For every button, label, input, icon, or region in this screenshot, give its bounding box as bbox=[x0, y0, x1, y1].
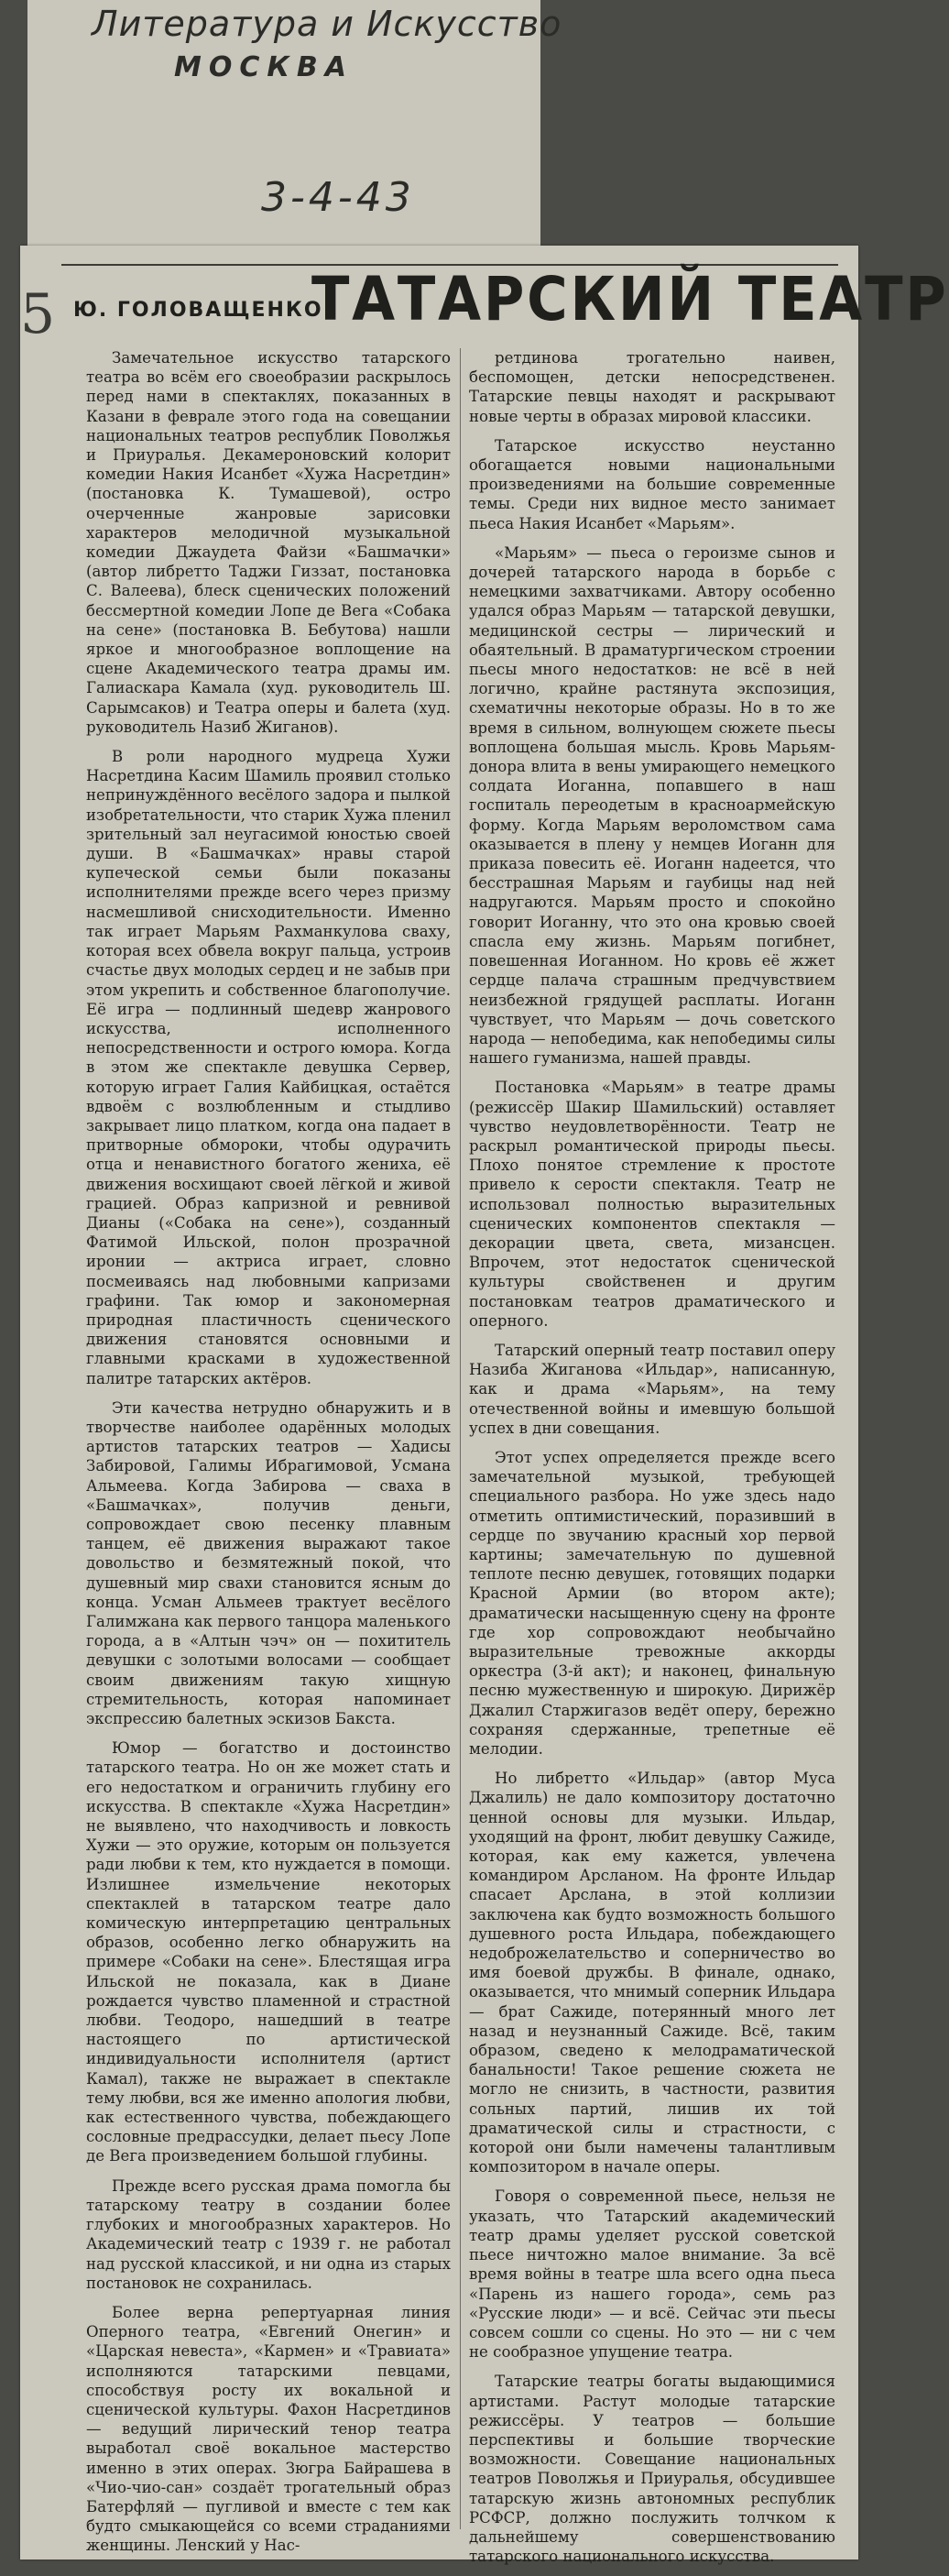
paragraph: Татарский оперный театр поставил оперу Назиба Жиганова «Ильдар», написанную, как и драма «Марьям», на тему отечественной войны и имевшую большой успех в дни совещания. bbox=[469, 1341, 835, 1437]
paragraph: ретдинова трогательно наивен, беспомощен, детски непосредственен. Татарские певцы находят и раскрывают новые черты в образах мировой классики. bbox=[469, 349, 835, 425]
article-headline: ТАТАРСКИЙ ТЕАТР bbox=[311, 264, 949, 334]
newspaper-masthead-area bbox=[27, 0, 562, 247]
newspaper-clipping bbox=[20, 246, 949, 2566]
paragraph: «Марьям» — пьеса о героизме сынов и дочерей татарского народа в борьбе с немецкими захватчиками. Автору особенно удался образ Марьям — татарской девушки, медицинской сестры — лирический и обаятельный. В драматургическом строении пьесы много недостатков: не всё в ней логично, крайне растянута экспозиция, схематичны некоторые образы. Но в то же время в сильном, волнующем сюжете пьесы воплощена большая мысль. Кровь Марьям-донора влита в вены умирающего немецкого солдата Иоганна, попавшего в наш госпиталь переодетым в красноармейскую форму. Когда Марьям вероломством сама оказывается в плену у немцев Иоганн для приказа повесить её. Иоганн надеется, что бесстрашная Марьям и гаубицы над ней надругаются. Марьям просто и спокойно говорит Иоганну, что это она кровью своей спасла ему жизнь. Марьям погибнет, повешенная Иоганном. Но кровь её жжет сердце палача страшным предчувствием неизбежной грядущей расплаты. Иоганн чувствует, что Марьям — дочь советского народа — непобедима, как непобедимы силы нашего гуманизма, нашей правды. bbox=[469, 543, 835, 1068]
masthead-city: МОСКВА bbox=[174, 51, 354, 83]
paragraph: Юмор — богатство и достоинство татарского театра. Но он же может стать и его недостатком и ограничить глубину его искусства. В спектакле «Хужа Насретдин» не выявлено, что находчивость и ловкость Хужи — это оружие, которым он пользуется ради любви к тем, кто нуждается в помощи. Излишнее измельчение некоторых спектаклей в татарском театре дало комическую интерпретацию центральных образов, особенно легко обнаружить на примере «Собаки на сене». Блестящая игра Ильской не показала, как в Диане рождается чувство пламенной и страстной любви. Теодоро, нашедший в театре настоящего по артистической индивидуальности исполнителя (артист Камал), также не выражает в спектакле тему любви, вся же именно апология любви, как естественного чувства, побеждающего сословные предрассудки, делает пьесу Лопе де Вега произведением большой глубины. bbox=[86, 1739, 451, 2165]
paragraph: Прежде всего русская драма помогла бы татарскому театру в создании более глубоких и многообразных характеров. Но Академический театр с 1939 г. не работал над русской классикой, и ни одна из старых постановок не сохранилась. bbox=[86, 2176, 451, 2292]
masthead-title: Литература и Искусство bbox=[92, 4, 562, 44]
article-byline: Ю. ГОЛОВАЩЕНКО bbox=[73, 299, 323, 322]
paragraph: Замечательное искусство татарского театра во всём его своеобразии раскрылось перед нами в спектаклях, показанных в Казани в феврале этого года на совещании национальных театров республик Поволжья и Приуралья. Декамероновский колорит комедии Накия Исанбет «Хужа Насретдин» (постановка К. Тумашевой), остро очерченные жанровые зарисовки характеров мелодичной музыкальной комедии Джаудета Файзи «Башмачки» (автор либретто Таджи Гиззат, постановка С. Валеева), блеск сценических положений бессмертной комедии Лопе де Вега «Собака на сене» (постановка В. Бебутова) нашли яркое и многообразное воплощение на сцене Академического театра драмы им. Галиаскара Камала (худ. руководитель Ш. Сарымсаков) и Театра оперы и балета (худ. руководитель Назиб Жиганов). bbox=[86, 349, 451, 736]
paragraph: Татарское искусство неустанно обогащается новыми национальными произведениями на большие современные темы. Среди них видное место занимает пьеса Накия Исанбет «Марьям». bbox=[469, 436, 835, 532]
paragraph: Но либретто «Ильдар» (автор Муса Джалиль) не дало композитору достаточно ценной основы для музыки. Ильдар, уходящий на фронт, любит девушку Сажиде, которая, как ему кажется, увлечена командиром Арсланом. На фронте Ильдар спасает Арслана, в этой коллизии заключена как будто возможность большого душевного роста Ильдара, побеждающего недоброжелательство и соперничество во имя боевой дружбы. В финале, однако, оказывается, что мнимый соперник Ильдара — брат Сажиде, потерянный много лет назад и неузнанный Сажиде. Всё, таким образом, сведено к мелодраматической банальности! Такое решение сюжета не могло не снизить, в частности, развития сольных партий, лишив их той драматической силы и страстности, с которой они были намечены талантливым композитором в начале оперы. bbox=[469, 1770, 835, 2176]
paragraph: Эти качества нетрудно обнаружить и в творчестве наиболее одарённых молодых артистов татарских театров — Хадисы Забировой, Галимы Ибрагимовой, Усмана Альмеева. Когда Забирова — сваха в «Башмачках», получив деньги, сопровождает свою песенку плавным танцем, её движения выражают такое довольство и безмятежный покой, что душевный мир свахи становится ясным до конца. Усман Альмеев трактует весёлого Галимжана как первого танцора маленького города, а в «Алтын чэч» он — похититель девушки с золотыми волосами — сообщает своим движениям такую хищную стремительность, которая напоминает экспрессию балетных эскизов Бакста. bbox=[86, 1398, 451, 1728]
paragraph: Более верна репертуарная линия Оперного театра, «Евгений Онегин» и «Царская невеста», «Кармен» и «Травиата» исполняются татарскими певцами, способствуя росту их вокальной и сценической культуры. Фахон Насретдинов — ведущий лирический тенор театра выработал своё вокальное мастерство именно в этих операх. Зюгра Байрашева в «Чио-чио-сан» создаёт трогательный образ Батерфляй — пугливой и вместе с тем как будто смыкающейся со всеми страданиями женщины. Ленский у Нас- bbox=[86, 2303, 451, 2555]
paragraph: В роли народного мудреца Хужи Насретдина Касим Шамиль проявил столько непринуждённого весёлого задора и пылкой изобретательности, что старик Хужа пленил зрительный зал неугасимой юностью своей души. В «Башмачках» нравы старой купеческой семьи были показаны исполнителями прежде всего через призму насмешливой снисходительности. Именно так играет Марьям Рахманкулова сваху, которая всех обвела вокруг пальца, устроив счастье двух молодых сердец и не забыв при этом укрепить и собственное благополучие. Её игра — подлинный шедевр жанрового искусства, исполненного непосредственности и острого юмора. Когда в этом же спектакле девушка Сервер, которую играет Галия Кайбицкая, остаётся вдвоём с возлюбленным и стыдливо закрывает лицо платком, когда она падает в притворные обмороки, чтобы одурачить отца и ненавистного богатого жениха, её движения восхищают своей лёгкой и живой грацией. Образ капризной и ревнивой Дианы («Собака на сене»), созданный Фатимой Ильской, полон прозрачной иронии — актриса играет, словно посмеиваясь над любовными капризами графини. Так юмор и закономерная природная пластичность сценического движения становятся основными и главными красками в художественной палитре татарских актёров. bbox=[86, 748, 451, 1387]
right-column bbox=[469, 348, 835, 2576]
margin-mark: 5 bbox=[20, 282, 56, 346]
column-divider bbox=[460, 348, 461, 2529]
paragraph: Постановка «Марьям» в театре драмы (режиссёр Шакир Шамильский) оставляет чувство неудовлетворённости. Театр не раскрыл романтической природы пьесы. Плохо понятое стремление к простоте привело к серости спектакля. Театр не использовал полностью выразительных сценических компонентов спектакля — декорации цвета, света, мизансцен. Впрочем, этот недостаток сценической культуры свойственен и другим постановкам театров драматического и оперного. bbox=[469, 1079, 835, 1330]
left-column bbox=[86, 348, 451, 2566]
paragraph: Говоря о современной пьесе, нельзя не указать, что Татарский академический театр драмы уделяет русской советской пьесе ничтожно малое внимание. За всё время войны в театре шла всего одна пьеса «Парень из нашего города», семь раз «Русские люди» — и всё. Сейчас эти пьесы совсем сошли со сцены. Но это — ни с чем не сообразное упущение театра. bbox=[469, 2187, 835, 2362]
paragraph: Этот успех определяется прежде всего замечательной музыкой, требующей специального разбора. Но уже здесь надо отметить оптимистический, поразивший в сердце по звучанию красный хор первой картины; замечательную по душевной теплоте песню девушек, готовящих подарки Красной Армии (во втором акте); драматически насыщенную сцену на фронте где хор сопровождают необычайно выразительные тревожные аккорды оркестра (3-й акт); и наконец, финальную песню мужественную и широкую. Дирижёр Джалил Старжигазов ведёт оперу, бережно сохраняя сдержанные, трепетные её мелодии. bbox=[469, 1448, 835, 1759]
paragraph: Татарские театры богаты выдающимися артистами. Растут молодые татарские режиссёры. У театров — большие перспективы и большие творческие возможности. Совещание национальных театров Поволжья и Приуралья, обсудившее татарскую жизнь автономных республик РСФСР, должно послужить толчком к дальнейшему совершенствованию татарского национального искусства. bbox=[469, 2373, 835, 2566]
handwritten-date: 3-4-43 bbox=[261, 174, 415, 221]
